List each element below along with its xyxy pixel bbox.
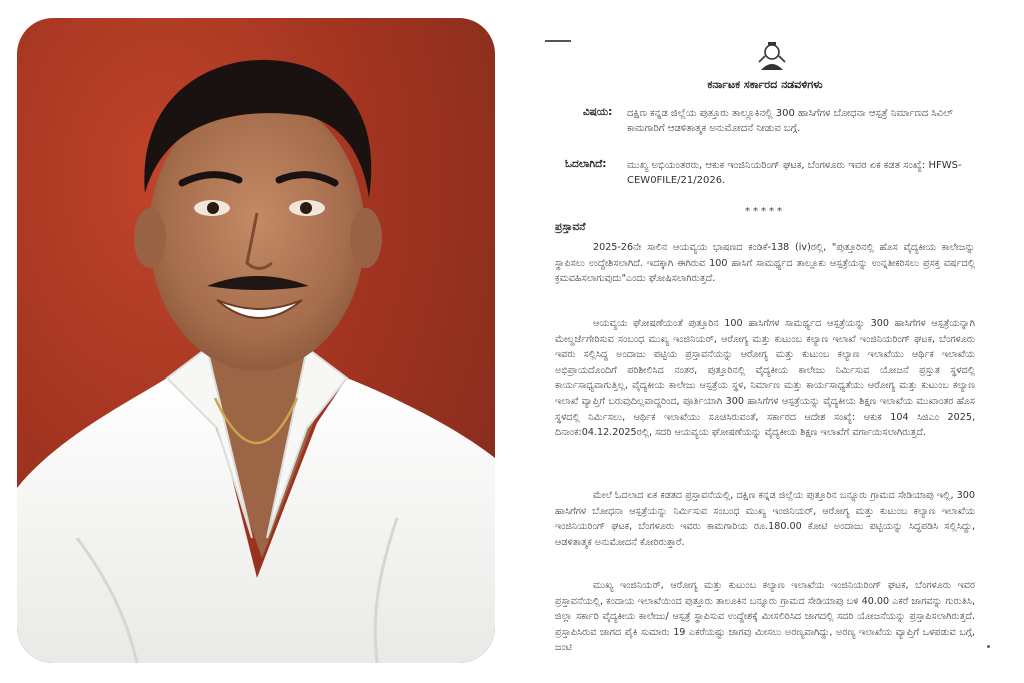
preamble-title: ಪ್ರಸ್ತಾವನೆ xyxy=(555,221,586,233)
paragraph-1: 2025-26ನೇ ಸಾಲಿನ ಆಯವ್ಯಯ ಭಾಷಣದ ಕಂಡಿಕೆ-138 (iv)ರಲ್ಲಿ, "ಪುತ್ತೂರಿನಲ್ಲಿ ಹೊಸ ವೈದ್ಯಕೀಯ ಕಾಲೇಜನ್ನು ಸ್ಥಾಪಿಸಲು ಉದ್ದೇಶಿಸಲಾಗಿದೆ. ಇದಕ್ಕಾಗಿ ಈಗಿರುವ 100 ಹಾಸಿಗೆ ಸಾಮರ್ಥ್ಯದ ತಾಲ್ಲೂಕು ಆಸ್ಪತ್ರೆಯನ್ನು ಉನ್ನತೀಕರಿಸಲು ಪ್ರಸಕ್ತ ವರ್ಷದಲ್ಲಿ ಕ್ರಮವಹಿಸಲಾಗುವುದು"ಎಂದು ಘೋಷಿಸಲಾಗಿರುತ್ತದೆ. xyxy=(555,242,975,285)
corner-dash xyxy=(545,40,571,42)
read-text: ಮುಖ್ಯ ಅಭಿಯಂತರರು, ಆಕುಕ ಇಂಜಿನಿಯರಿಂಗ್ ಘಟಕ, ಬೆಂಗಳೂರು ಇವರ ಏಕ ಕಡತ ಸಂಖ್ಯೆ: HFWS-CEW0FILE/21/2026. xyxy=(627,160,962,186)
subject-label: ವಿಷಯ: xyxy=(583,106,613,118)
karnataka-emblem-icon xyxy=(755,40,789,74)
separator-stars: ***** xyxy=(745,206,785,217)
document-header: ಕರ್ನಾಟಕ ಸರ್ಕಾರದ ನಡವಳಿಗಳು xyxy=(707,78,823,91)
margin-dot xyxy=(987,645,990,648)
government-order-document xyxy=(525,18,1005,678)
paragraph-4: ಮುಖ್ಯ ಇಂಜಿನಿಯರ್, ಆರೋಗ್ಯ ಮತ್ತು ಕುಟುಂಬ ಕಲ್ಯಾಣ ಇಲಾಖೆಯ ಇಂಜಿನಿಯರಿಂಗ್ ಘಟಕ, ಬೆಂಗಳೂರು ಇವರ ಪ್ರಸ್ತಾವನೆಯಲ್ಲಿ, ಕಂದಾಯ ಇಲಾಖೆಯಿಂದ ಪುತ್ತೂರು ತಾಲೂಕಿನ ಬನ್ನೂರು ಗ್ರಾಮದ ಸೇಡಿಯಾಪು ಬಳಿ 40.00 ಎಕರೆ ಜಾಗವನ್ನು ಗುರುತಿಸಿ, ಜಿಲ್ಲಾ ಸರ್ಕಾರಿ ವೈದ್ಯಕೀಯ ಕಾಲೇಜು/ ಆಸ್ಪತ್ರೆ ಸ್ಥಾಪಿಸುವ ಉದ್ದೇಶಕ್ಕೆ ಮೀಸಲಿರಿಸಿದ ಜಾಗದಲ್ಲಿ ಸದರಿ ಯೋಜನೆಯನ್ನು ಪ್ರಸ್ತಾಪಿಸಲಾಗಿರುತ್ತದೆ. ಪ್ರಸ್ತಾಪಿಸಿರುವ ಜಾಗದ ಪೈಕಿ ಸುಮಾರು 19 ಎಕರೆಯಷ್ಟು ಜಾಗವು ಮೀಸಲು ಅರಣ್ಯವಾಗಿದ್ದು, ಅರಣ್ಯ ಇಲಾಖೆಯ ವ್ಯಾಪ್ತಿಗೆ ಒಳಪಡುವ ಬಗ್ಗೆ, ಜಂಟಿ xyxy=(555,580,975,654)
paragraph-2: ಆಯವ್ಯಯ ಘೋಷಣೆಯಂತೆ ಪುತ್ತೂರಿನ 100 ಹಾಸಿಗೆಗಳ ಸಾಮರ್ಥ್ಯದ ಆಸ್ಪತ್ರೆಯನ್ನು 300 ಹಾಸಿಗೆಗಳ ಆಸ್ಪತ್ರೆಯನ್ನಾಗಿ ಮೇಲ್ದರ್ಜೆಗೇರಿಸುವ ಸಂಬಂಧ ಮುಖ್ಯ ಇಂಜಿನಿಯರ್, ಆರೋಗ್ಯ ಮತ್ತು ಕುಟುಂಬ ಕಲ್ಯಾಣ ಇಲಾಖೆ ಇಂಜಿನಿಯರಿಂಗ್ ಘಟಕ, ಬೆಂಗಳೂರು ಇವರು ಸಲ್ಲಿಸಿದ್ದ ಅಂದಾಜು ಪಟ್ಟಿಯ ಪ್ರಸ್ತಾವನೆಯನ್ನು ಆರೋಗ್ಯ ಮತ್ತು ಕುಟುಂಬ ಕಲ್ಯಾಣ ಇಲಾಖೆಯು ಆರ್ಥಿಕ ಇಲಾಖೆಯ ಅಭಿಪ್ರಾಯದೊಂದಿಗೆ ಪರಿಶೀಲಿಸಿದ ನಂತರ, ಪುತ್ತೂರಿನಲ್ಲಿ ವೈದ್ಯಕೀಯ ಕಾಲೇಜು ನಿರ್ಮಿಸುವ ಯೋಜನೆ ಪ್ರಸ್ತುತ ಸ್ಥಳದಲ್ಲಿ ಕಾರ್ಯಸಾಧ್ಯವಾಗುತ್ತಿಲ್ಲ, ವೈದ್ಯಕೀಯ ಕಾಲೇಜು ಆಸ್ಪತ್ರೆಯ ಸ್ಥಳ, ನಿರ್ಮಾಣ ಮತ್ತು ಕಾರ್ಯಸಾಧ್ಯತೆಯು ಆರೋಗ್ಯ ಮತ್ತು ಕುಟುಂಬ ಕಲ್ಯಾಣ ಇಲಾಖೆ ವ್ಯಾಪ್ತಿಗೆ ಬರುವುದಿಲ್ಲವಾದ್ದರಿಂದ, ಪೂರ್ತಿಯಾಗಿ 300 ಹಾಸಿಗೆಗಳ ಆಸ್ಪತ್ರೆಯನ್ನು ವೈದ್ಯಕೀಯ ಶಿಕ್ಷಣ ಇಲಾಖೆಯ ಮುಖಾಂತರ ಹೊಸ ಸ್ಥಳದಲ್ಲಿ ನಿರ್ಮಿಸಲು, ಆರ್ಥಿಕ ಇಲಾಖೆಯು ಸೂಚಿಸಿರುವಂತೆ, ಸರ್ಕಾರದ ಆದೇಶ ಸಂಖ್ಯೆ: ಆಕುಕ 104 ಸಿಜಿಎಂ 2025, ದಿನಾಂಕ:04.12.2025ರಲ್ಲಿ, ಸದರಿ ಆಯವ್ಯಯ ಘೋಷಣೆಯನ್ನು ವೈದ್ಯಕೀಯ ಶಿಕ್ಷಣ ಇಲಾಖೆಗೆ ವರ್ಗಾಯಿಸಲಾಗಿರುತ್ತದೆ. xyxy=(555,318,975,439)
paragraph-3: ಮೇಲೆ ಓದಲಾದ ಏಕ ಕಡತದ ಪ್ರಸ್ತಾವನೆಯಲ್ಲಿ, ದಕ್ಷಿಣ ಕನ್ನಡ ಜಿಲ್ಲೆಯ ಪುತ್ತೂರಿನ ಬನ್ನೂರು ಗ್ರಾಮದ ಸೇಡಿಯಾಪು ಇಲ್ಲಿ, 300 ಹಾಸಿಗೆಗಳ ಬೋಧನಾ ಆಸ್ಪತ್ರೆಯನ್ನು ನಿರ್ಮಿಸುವ ಸಂಬಂಧ ಮುಖ್ಯ ಇಂಜಿನಿಯರ್, ಆರೋಗ್ಯ ಮತ್ತು ಕುಟುಂಬ ಕಲ್ಯಾಣ ಇಲಾಖೆಯ ಇಂಜಿನಿಯರಿಂಗ್ ಘಟಕ, ಬೆಂಗಳೂರು ಇವರು ಕಾಮಗಾರಿಯ ರೂ.180.00 ಕೋಟಿ ಅಂದಾಜು ಪಟ್ಟಿಯನ್ನು ಸಿದ್ಧಪಡಿಸಿ ಸಲ್ಲಿಸಿದ್ದು, ಆಡಳಿತಾತ್ಮಕ ಅನುಮೋದನೆ ಕೋರಿರುತ್ತಾರೆ. xyxy=(555,490,975,548)
subject-text: ದಕ್ಷಿಣ ಕನ್ನಡ ಜಿಲ್ಲೆಯ ಪುತ್ತೂರು ತಾಲ್ಲೂಕಿನಲ್ಲಿ 300 ಹಾಸಿಗೆಗಳ ಬೋಧನಾ ಆಸ್ಪತ್ರೆ ನಿರ್ಮಾಣದ ಸಿವಿಲ್ ಕಾಮಗಾರಿಗೆ ಆಡಳಿತಾತ್ಮಕ ಅನುಮೋದನೆ ನೀಡುವ ಬಗ್ಗೆ. xyxy=(627,108,953,134)
read-label: ಓದಲಾಗಿದೆ: xyxy=(565,158,607,170)
portrait-photo xyxy=(17,18,495,663)
portrait-illustration xyxy=(17,18,495,663)
